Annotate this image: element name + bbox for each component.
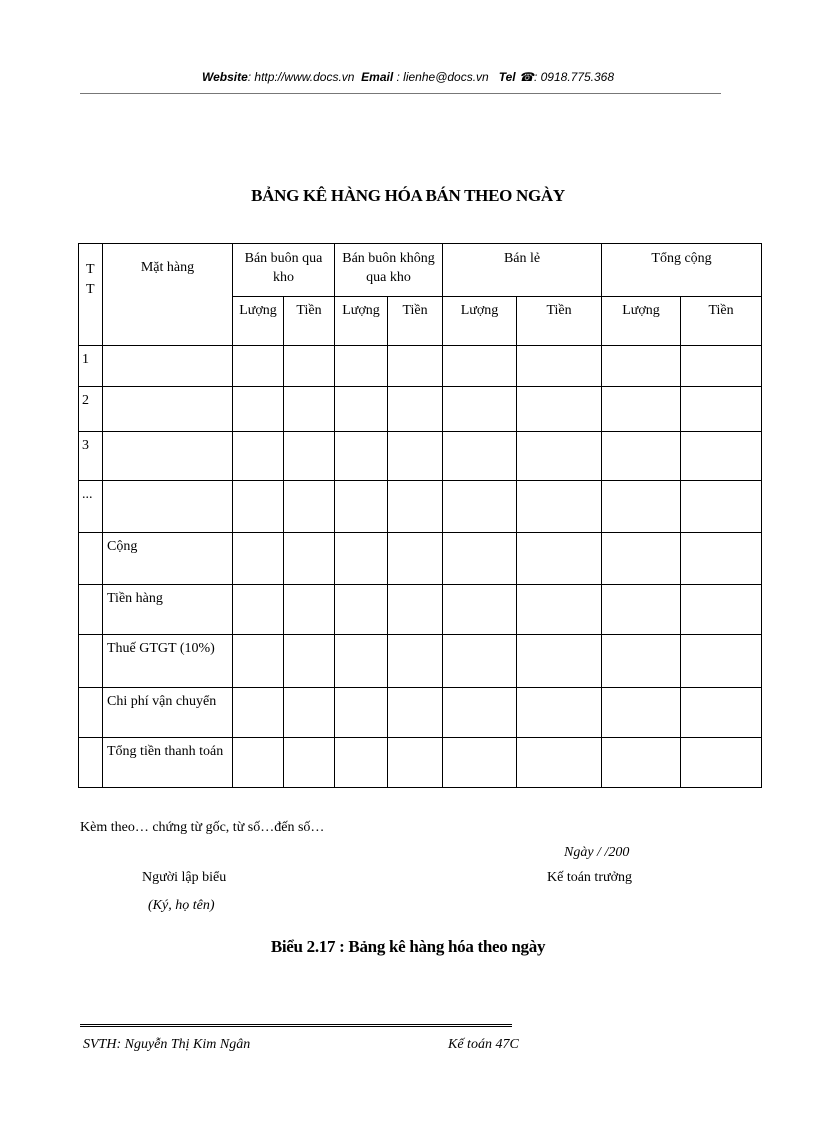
sub-amount-3: Tiền xyxy=(517,297,602,346)
group-wholesale-warehouse: Bán buôn qua kho xyxy=(233,244,335,297)
summary-label: Tiền hàng xyxy=(103,585,233,635)
phone-icon: ☎ xyxy=(519,70,534,84)
website-label: Website xyxy=(201,70,248,84)
table-header-row xyxy=(79,244,762,297)
chief-accountant-label: Kế toán trưởng xyxy=(547,870,632,885)
creator-sign-note: (Ký, họ tên) xyxy=(148,898,215,913)
footer-class: Kế toán 47C xyxy=(448,1037,519,1052)
tel-value: : 0918.775.368 xyxy=(533,70,615,84)
summary-label: Chi phí vận chuyển xyxy=(103,688,233,738)
footer-author: SVTH: Nguyễn Thị Kim Ngân xyxy=(83,1037,251,1052)
sub-amount-4: Tiền xyxy=(681,297,762,346)
website-value: : http://www.docs.vn xyxy=(247,70,355,84)
summary-row xyxy=(79,688,762,738)
row-number: 3 xyxy=(79,432,103,481)
row-number: 2 xyxy=(79,387,103,432)
page-header xyxy=(0,70,816,84)
footer-divider xyxy=(80,1024,512,1029)
summary-row xyxy=(79,533,762,585)
creator-label: Người lập biểu xyxy=(142,870,227,885)
attachment-note: Kèm theo… chứng từ gốc, từ số…đến số… xyxy=(80,820,325,835)
group-wholesale-direct: Bán buôn không qua kho xyxy=(335,244,443,297)
summary-label: Tổng tiền thanh toán xyxy=(103,738,233,788)
col-tt-header xyxy=(79,244,103,346)
col-item-header: Mặt hàng xyxy=(103,244,233,346)
col-tt-line-1: T xyxy=(86,262,95,277)
summary-row xyxy=(79,585,762,635)
tel-label: Tel xyxy=(498,70,516,84)
sub-qty-3: Lượng xyxy=(443,297,517,346)
group-total: Tổng cộng xyxy=(602,244,762,297)
email-value: : lienhe@docs.vn xyxy=(396,70,489,84)
document-title: BẢNG KÊ HÀNG HÓA BÁN THEO NGÀY xyxy=(251,186,565,205)
summary-label: Cộng xyxy=(103,533,233,585)
header-divider xyxy=(80,93,721,94)
email-label: Email xyxy=(361,70,394,84)
row-number: ... xyxy=(79,481,103,533)
figure-caption: Biểu 2.17 : Bảng kê hàng hóa theo ngày xyxy=(270,937,546,956)
col-tt-line-2: T xyxy=(86,282,95,297)
summary-label: Thuế GTGT (10%) xyxy=(103,635,233,688)
table-row xyxy=(79,481,762,533)
date-line: Ngày / /200 xyxy=(564,845,630,860)
sub-qty-1: Lượng xyxy=(233,297,284,346)
sub-amount-1: Tiền xyxy=(284,297,335,346)
sub-qty-2: Lượng xyxy=(335,297,388,346)
table-row xyxy=(79,346,762,387)
row-number: 1 xyxy=(79,346,103,387)
table-row xyxy=(79,432,762,481)
sub-amount-2: Tiền xyxy=(388,297,443,346)
summary-row xyxy=(79,738,762,788)
group-retail: Bán lẻ xyxy=(443,244,602,297)
table-row xyxy=(79,387,762,432)
sales-table xyxy=(78,243,762,788)
summary-row xyxy=(79,635,762,688)
sub-qty-4: Lượng xyxy=(602,297,681,346)
